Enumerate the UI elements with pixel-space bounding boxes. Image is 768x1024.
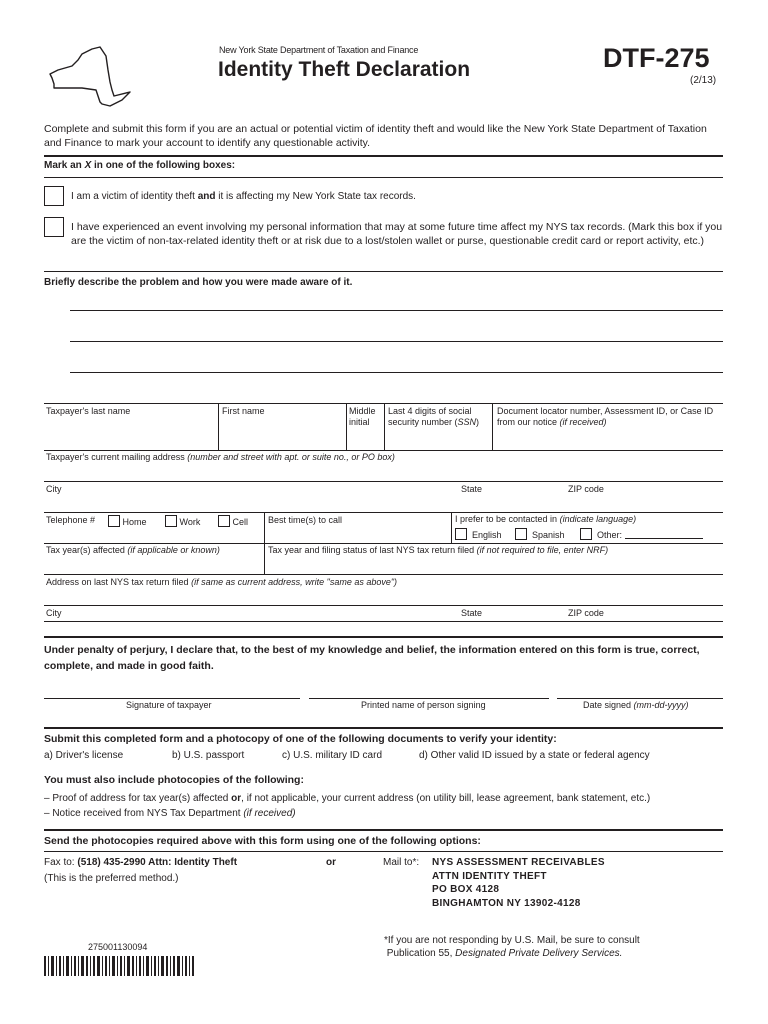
ssn-label: Last 4 digits of social security number (SSN)	[388, 406, 480, 427]
state2-label: State	[461, 608, 483, 618]
printed-name-label: Printed name of person signing	[361, 700, 486, 710]
grid-line	[44, 512, 723, 513]
zip2-label: ZIP code	[568, 608, 604, 618]
divider	[44, 177, 723, 178]
printed-name-line[interactable]	[309, 698, 549, 699]
tax-years-label: Tax year(s) affected (if applicable or known)	[46, 545, 220, 555]
grid-line	[218, 403, 219, 450]
date-signed-line[interactable]	[557, 698, 723, 699]
description-line-3[interactable]	[70, 372, 723, 373]
last-name-label: Taxpayer's last name	[46, 406, 131, 416]
submit-heading: Submit this completed form and a photocopy of one of the following documents to verify your identity:	[44, 733, 557, 745]
grid-line	[44, 543, 723, 544]
language-english: English	[455, 528, 502, 541]
form-title: Identity Theft Declaration	[218, 58, 471, 81]
divider	[44, 829, 723, 831]
signature-line[interactable]	[44, 698, 300, 699]
grid-line	[44, 450, 723, 451]
filing-status-label: Tax year and filing status of last NYS tax return filed (if not required to file, enter NRF)	[268, 545, 609, 555]
mark-instruction: Mark an X in one of the following boxes:	[44, 160, 236, 171]
delivery-note-line-1: *If you are not responding by U.S. Mail, be sure to consult	[384, 935, 640, 946]
telephone-label: Telephone #	[46, 515, 96, 525]
phone-type-cell: Cell	[218, 515, 248, 528]
mail-line-2: ATTN IDENTITY THEFT	[432, 870, 547, 882]
description-line-2[interactable]	[70, 341, 723, 342]
home-checkbox[interactable]	[108, 515, 120, 527]
also-include-item-2: – Notice received from NYS Tax Department (if received)	[44, 808, 296, 819]
signature-label: Signature of taxpayer	[126, 700, 212, 710]
grid-line	[346, 403, 347, 450]
middle-initial-label: Middle initial	[349, 406, 376, 427]
language-label: I prefer to be contacted in (indicate language)	[455, 514, 637, 524]
at-risk-option-label: I have experienced an event involving my personal information that may at some future time affect my NYS tax records. (Mark this box if you are the victim of non-tax-related identity theft or at risk due to a lost/stolen wallet or purse, questionable credit card or report activity, etc.)	[71, 221, 723, 247]
grid-line	[44, 574, 723, 575]
date-signed-label: Date signed (mm-dd-yyyy)	[583, 700, 689, 710]
english-checkbox[interactable]	[455, 528, 467, 540]
grid-line	[384, 403, 385, 450]
city-label: City	[46, 484, 62, 494]
best-time-label: Best time(s) to call	[268, 515, 343, 525]
form-revision: (2/13)	[690, 75, 717, 86]
document-locator-label: Document locator number, Assessment ID, or Case ID from our notice (if received)	[497, 406, 714, 427]
victim-checkbox[interactable]	[44, 186, 64, 206]
phone-type-home: Home	[108, 515, 147, 528]
department-name: New York State Department of Taxation and Finance	[219, 45, 419, 55]
divider	[44, 155, 723, 157]
doc-option-2: b) U.S. passport	[172, 750, 245, 761]
language-spanish: Spanish	[515, 528, 565, 541]
mail-line-1: NYS ASSESSMENT RECEIVABLES	[432, 857, 605, 868]
divider	[44, 271, 723, 272]
fax-line: Fax to: (518) 435-2990 Attn: Identity Theft	[44, 857, 238, 868]
zip-label: ZIP code	[568, 484, 604, 494]
perjury-statement: Under penalty of perjury, I declare that, to the best of my knowledge and belief, the information entered on this form is true, correct, complete, and made in good faith.	[44, 644, 700, 672]
delivery-note-line-2: Publication 55, Designated Private Delivery Services.	[386, 948, 623, 959]
divider	[44, 636, 723, 638]
mail-label: Mail to*:	[383, 857, 420, 868]
also-include-item-1: – Proof of address for tax year(s) affected or, if not applicable, your current address (on utility bill, lease agreement, bank statement, etc.)	[44, 793, 651, 804]
work-checkbox[interactable]	[165, 515, 177, 527]
form-number: DTF-275	[603, 43, 710, 73]
description-line-1[interactable]	[70, 310, 723, 311]
mailing-address	[432, 856, 605, 910]
describe-label: Briefly describe the problem and how you were made aware of it.	[44, 277, 353, 288]
at-risk-checkbox[interactable]	[44, 217, 64, 237]
state-label: State	[461, 484, 483, 494]
grid-line	[44, 621, 723, 622]
spanish-checkbox[interactable]	[515, 528, 527, 540]
divider	[44, 851, 723, 852]
first-name-label: First name	[222, 406, 265, 416]
send-heading: Send the photocopies required above with this form using one of the following options:	[44, 835, 481, 847]
delivery-note	[384, 934, 714, 960]
last-address-label: Address on last NYS tax return filed (if same as current address, write "same as above")	[46, 577, 398, 587]
mail-line-3: PO BOX 4128	[432, 884, 500, 895]
doc-option-3: c) U.S. military ID card	[282, 750, 383, 761]
barcode-icon	[44, 956, 194, 976]
other-checkbox[interactable]	[580, 528, 592, 540]
divider	[44, 727, 723, 729]
grid-line	[44, 481, 723, 482]
mailing-address-label: Taxpayer's current mailing address (number and street with apt. or suite no., or PO box)	[46, 452, 395, 462]
city2-label: City	[46, 608, 62, 618]
intro-text: Complete and submit this form if you are an actual or potential victim of identity theft and would like the New York State Department of Taxation and Finance to mark your account to identify any questionable activity.	[44, 123, 707, 149]
phone-type-work: Work	[165, 515, 200, 528]
victim-option-label: I am a victim of identity theft and it is affecting my New York State tax records.	[71, 191, 416, 202]
preferred-method-note: (This is the preferred method.)	[44, 873, 179, 884]
barcode-number: 275001130094	[88, 942, 148, 952]
language-other: Other:	[580, 528, 622, 541]
doc-option-1: a) Driver's license	[44, 750, 124, 761]
grid-line	[451, 512, 452, 543]
doc-option-4: d) Other valid ID issued by a state or federal agency	[419, 750, 650, 761]
mail-line-4: BINGHAMTON NY 13902-4128	[432, 897, 581, 909]
grid-line	[492, 403, 493, 450]
grid-line	[44, 605, 723, 606]
cell-checkbox[interactable]	[218, 515, 230, 527]
new-york-state-map-icon	[42, 44, 132, 110]
also-include-heading: You must also include photocopies of the following:	[44, 774, 304, 786]
or-label: or	[326, 857, 336, 868]
other-language-line[interactable]	[625, 538, 703, 539]
